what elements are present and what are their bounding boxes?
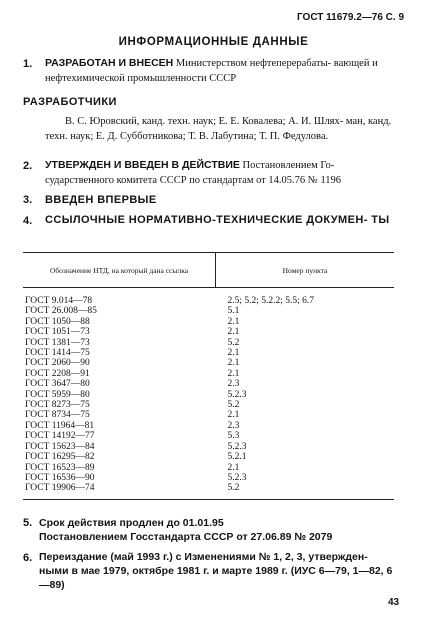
section-3-head: ВВЕДЕН ВПЕРВЫЕ [45, 194, 157, 206]
ntd-code: ГОСТ 14192—77 [25, 431, 95, 442]
item-number: 2.1 [227, 410, 240, 421]
section-1-text: Министерством нефтеперерабаты- вающей и нефтехимической промышленности СССР [45, 58, 378, 84]
table-row [23, 431, 394, 441]
ntd-code: ГОСТ 19906—74 [23, 483, 216, 499]
item-number: 5.2.1 [227, 452, 247, 463]
ntd-code: ГОСТ 16523—89 [25, 462, 95, 473]
page-number: 43 [388, 597, 400, 608]
item-number: 2.1 [227, 348, 240, 359]
table-row [23, 442, 394, 452]
item-number: 2.3 [227, 420, 240, 431]
item-number: 2.1 [227, 327, 240, 338]
ntd-code: ГОСТ 1050—88 [25, 316, 90, 327]
page-title: ИНФОРМАЦИОННЫЕ ДАННЫЕ [118, 36, 309, 48]
section-6-num: 6. [23, 552, 33, 564]
section-1-num: 1. [23, 58, 33, 70]
ntd-code: ГОСТ 1381—73 [25, 337, 90, 348]
item-number: 2.5; 5.2; 5.2.2; 5.5; 6.7 [227, 296, 315, 306]
item-number: 5.2 [227, 337, 240, 348]
item-number: 5.2 [216, 483, 395, 499]
developers-text: В. С. Юровский, канд. техн. наук; Е. Е. Ковалева; А. И. Шлях- ман, канд. техн. наук; Е. Д. Субботникова; Т. В. Лабутина; Т. П. Федулова. [45, 116, 392, 142]
developers-heading: РАЗРАБОТЧИКИ [23, 96, 117, 108]
item-number: 2.1 [227, 462, 240, 473]
ntd-code: ГОСТ 2208—91 [25, 368, 90, 379]
gost-header: ГОСТ 11679.2—76 С. 9 [297, 12, 405, 23]
table-row [23, 390, 394, 400]
item-number: 2.1 [227, 358, 240, 369]
ntd-code: ГОСТ 11964—81 [25, 420, 95, 431]
item-number: 2.1 [227, 368, 240, 379]
item-number: 5.1 [227, 306, 240, 317]
item-number: 2.1 [227, 316, 240, 327]
section-2-text: Постановлением Го- сударственного комитета СССР по стандартам от 14.05.76 № 1196 [45, 160, 342, 186]
table-body [23, 288, 394, 500]
table-row [23, 473, 394, 483]
ntd-code: ГОСТ 26.008—85 [25, 306, 97, 317]
section-5-num: 5. [23, 517, 33, 529]
table-row [23, 306, 394, 316]
table-row [23, 327, 394, 337]
table-row [23, 452, 394, 462]
table-row [23, 379, 394, 389]
section-2-num: 2. [23, 160, 33, 172]
item-number: 5.2.3 [227, 441, 247, 452]
item-number: 5.2 [227, 400, 240, 411]
reference-table [23, 252, 394, 500]
section-2-head: УТВЕРЖДЕН И ВВЕДЕН В ДЕЙСТВИЕ [45, 159, 240, 171]
table-row [23, 400, 394, 410]
ntd-code: ГОСТ 3647—80 [25, 379, 90, 390]
section-4-num: 4. [23, 215, 33, 227]
section-2 [45, 158, 400, 188]
table-header [23, 253, 394, 288]
item-number: 5.2.3 [227, 389, 247, 400]
table-row [23, 338, 394, 348]
ntd-code: ГОСТ 1051—73 [25, 327, 90, 338]
item-number: 2.3 [227, 379, 240, 390]
section-1 [45, 56, 400, 86]
ntd-code: ГОСТ 5959—80 [25, 389, 90, 400]
section-4-head: ССЫЛОЧНЫЕ НОРМАТИВНО-ТЕХНИЧЕСКИЕ ДОКУМЕН- ТЫ [45, 214, 390, 226]
table-row [23, 369, 394, 379]
table-row [23, 348, 394, 358]
ntd-code: ГОСТ 8734—75 [25, 410, 90, 421]
section-5-line1: Срок действия продлен до 01.01.95 [39, 517, 224, 529]
table-row [23, 358, 394, 368]
table-row [23, 317, 394, 327]
ntd-code: ГОСТ 2060—90 [25, 358, 90, 369]
ntd-code: ГОСТ 15623—84 [25, 441, 95, 452]
table-row [23, 483, 394, 499]
item-number: 5.3 [227, 431, 240, 442]
item-number: 5.2.3 [227, 472, 247, 483]
col-ntd-header: Обозначение НТД, на который дана ссылка [23, 253, 216, 288]
section-3-num: 3. [23, 194, 33, 206]
col-item-header: Номер пункта [216, 253, 395, 288]
table-row [23, 463, 394, 473]
table-row [23, 421, 394, 431]
ntd-code: ГОСТ 1414—75 [25, 348, 90, 359]
ntd-code: ГОСТ 16536—90 [25, 472, 95, 483]
section-6-text: Переиздание (май 1993 г.) с Изменениями № 1, 2, 3, утвержден- ными в мае 1979, октябре 1981 г. и марте 1989 г. (ИУС 6—79, 1—82, 6—89) [39, 551, 393, 591]
ntd-code: ГОСТ 16295—82 [25, 452, 95, 463]
table-row [23, 288, 394, 307]
section-5-line2: Постановлением Госстандарта СССР от 27.06.89 № 2079 [39, 531, 333, 543]
section-1-head: РАЗРАБОТАН И ВНЕСЕН [45, 57, 174, 69]
table-row [23, 410, 394, 420]
ntd-code: ГОСТ 9.014—78 [25, 296, 93, 306]
ntd-code: ГОСТ 8273—75 [25, 400, 90, 411]
